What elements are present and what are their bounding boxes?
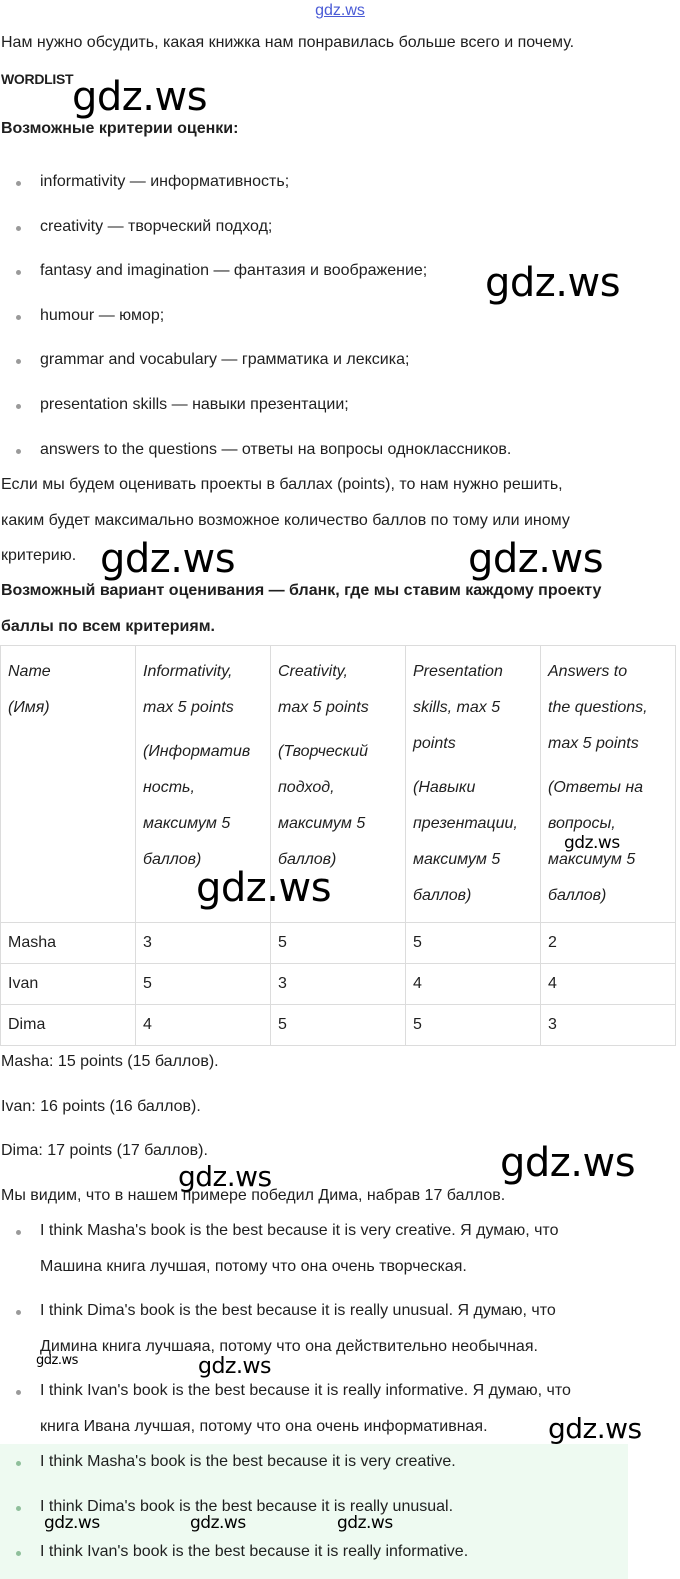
header-line: the questions, [548, 699, 648, 716]
list-item: informativity — информативность; [40, 173, 290, 190]
points-paragraph-line: каким будет максимально возможное количество баллов по тому или иному [1, 512, 570, 529]
header-line: (Навыки [413, 779, 476, 796]
header-line: max 5 points [278, 699, 369, 716]
bullet-dot [16, 181, 21, 186]
table-cell: 5 [406, 923, 541, 964]
bullet-dot [16, 1230, 21, 1235]
header-line: Presentation [413, 663, 503, 680]
bullet-dot [16, 1461, 21, 1466]
bullet-dot [16, 315, 21, 320]
watermark: gdz.ws [178, 1160, 272, 1193]
list-item: presentation skills — навыки презентации; [40, 396, 349, 413]
bullet-dot [16, 1551, 21, 1556]
criteria-heading: Возможные критерии оценки: [1, 120, 239, 137]
list-item: I think Dima's book is the best because it is really unusual. [40, 1498, 454, 1515]
table-cell: 2 [541, 923, 676, 964]
header-line: Name [8, 663, 51, 680]
list-item: I think Masha's book is the best because it is very creative. Я думаю, что [40, 1222, 559, 1239]
watermark: gdz.ws [72, 74, 208, 120]
list-item-continuation: Машина книга лучшая, потому что она очень творческая. [40, 1258, 467, 1275]
watermark: gdz.ws [190, 1513, 246, 1533]
table-cell: 4 [541, 964, 676, 1005]
variant-heading-line: Возможный вариант оценивания — бланк, где мы ставим каждому проекту [1, 582, 602, 599]
header-line: максимум 5 [413, 851, 501, 868]
table-cell: 5 [271, 923, 406, 964]
points-paragraph-line: Если мы будем оценивать проекты в баллах (points), то нам нужно решить, [1, 476, 563, 493]
header-line: Informativity, [143, 663, 233, 680]
table-cell: 4 [406, 964, 541, 1005]
total-line: Masha: 15 points (15 баллов). [1, 1053, 219, 1070]
watermark: gdz.ws [485, 260, 621, 306]
watermark: gdz.ws [564, 833, 620, 853]
header-line: презентации, [413, 815, 518, 832]
header-line: Answers to [548, 663, 628, 680]
table-cell: 3 [271, 964, 406, 1005]
header-line: баллов) [413, 887, 472, 904]
table-row [1, 923, 676, 964]
table-cell: 3 [541, 1005, 676, 1046]
header-line: баллов) [548, 887, 607, 904]
list-item: grammar and vocabulary — грамматика и лексика; [40, 351, 410, 368]
header-line: баллов) [143, 851, 202, 868]
variant-heading-line: баллы по всем критериям. [1, 618, 215, 635]
watermark: gdz.ws [468, 536, 604, 582]
watermark: gdz.ws [100, 536, 236, 582]
watermark: gdz.ws [44, 1513, 100, 1533]
header-line: ность, [143, 779, 195, 796]
table-cell: 5 [136, 964, 271, 1005]
list-item-continuation: Димина книга лучшаяа, потому что она действительно необычная. [40, 1338, 538, 1355]
list-item: humour — юмор; [40, 307, 165, 324]
total-line: Ivan: 16 points (16 баллов). [1, 1098, 201, 1115]
bullet-dot [16, 1390, 21, 1395]
total-line: Dima: 17 points (17 баллов). [1, 1142, 208, 1159]
list-item: creativity — творческий подход; [40, 218, 273, 235]
list-item-continuation: книга Ивана лучшая, потому что она очень информативная. [40, 1418, 488, 1435]
bullet-dot [16, 404, 21, 409]
watermark: gdz.ws [36, 1353, 78, 1368]
list-item: answers to the questions — ответы на вопросы одноклассников. [40, 441, 512, 458]
top-watermark-link[interactable]: gdz.ws [315, 2, 365, 19]
header-line: подход, [278, 779, 335, 796]
header-line: вопросы, [548, 815, 616, 832]
bullet-dot [16, 226, 21, 231]
header-line: баллов) [278, 851, 337, 868]
header-presentation [406, 646, 541, 923]
table-cell: Masha [1, 923, 136, 964]
bullet-dot [16, 449, 21, 454]
table-cell: 3 [136, 923, 271, 964]
intro-text: Нам нужно обсудить, какая книжка нам понравилась больше всего и почему. [1, 34, 575, 51]
bullet-dot [16, 1310, 21, 1315]
watermark: gdz.ws [500, 1140, 636, 1186]
bullet-dot [16, 1506, 21, 1511]
header-name [1, 646, 136, 923]
header-line: максимум 5 [143, 815, 231, 832]
table-cell: 4 [136, 1005, 271, 1046]
table-cell: Dima [1, 1005, 136, 1046]
header-line: skills, max 5 [413, 699, 501, 716]
header-line: Creativity, [278, 663, 348, 680]
header-line: максимум 5 [278, 815, 366, 832]
table-header-row [1, 646, 676, 923]
list-item: fantasy and imagination — фантазия и воображение; [40, 262, 428, 279]
header-line: (Информатив [143, 743, 251, 760]
list-item: I think Ivan's book is the best because it is really informative. Я думаю, что [40, 1382, 571, 1399]
header-line: max 5 points [143, 699, 234, 716]
header-line: points [413, 735, 456, 752]
list-item: I think Dima's book is the best because it is really unusual. Я думаю, что [40, 1302, 556, 1319]
watermark: gdz.ws [548, 1412, 642, 1445]
wordlist-label: WORDLIST [1, 71, 74, 87]
header-line: (Творческий [278, 743, 368, 760]
bullet-dot [16, 359, 21, 364]
list-item: I think Masha's book is the best because it is very creative. [40, 1453, 456, 1470]
points-paragraph-line: критерию. [1, 547, 77, 564]
header-line: максимум 5 [548, 851, 636, 868]
watermark: gdz.ws [198, 1354, 271, 1379]
table-row [1, 964, 676, 1005]
table-cell: Ivan [1, 964, 136, 1005]
header-line: max 5 points [548, 735, 639, 752]
winner-text: Мы видим, что в нашем примере победил Дима, набрав 17 баллов. [1, 1187, 506, 1204]
watermark: gdz.ws [196, 865, 332, 911]
table-row [1, 1005, 676, 1046]
header-line: (Имя) [8, 699, 50, 716]
header-line: (Ответы на [548, 779, 644, 796]
bullet-dot [16, 270, 21, 275]
table-cell: 5 [271, 1005, 406, 1046]
table-cell: 5 [406, 1005, 541, 1046]
watermark: gdz.ws [337, 1513, 393, 1533]
list-item: I think Ivan's book is the best because it is really informative. [40, 1543, 469, 1560]
header-answers [541, 646, 676, 923]
